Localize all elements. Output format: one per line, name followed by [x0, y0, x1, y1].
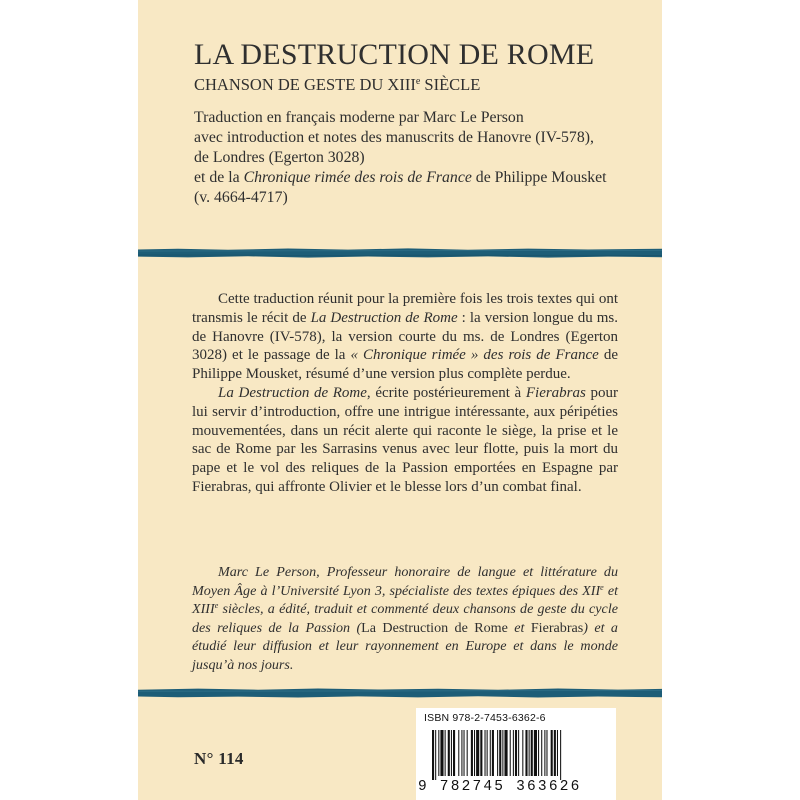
barcode-bar: [487, 730, 488, 776]
credit-line: [194, 168, 654, 188]
barcode-bar: [497, 730, 498, 776]
barcode-bar: [448, 730, 450, 776]
barcode-bar: [476, 730, 479, 776]
barcode-bar: [502, 730, 503, 776]
barcode-bar: [464, 730, 465, 776]
bio-text: siècles, a édité, traduit et commenté deux chansons de geste du cycle des reliques de la Passion (: [192, 601, 618, 636]
bio-text: Marc Le Person, Professeur honoraire de langue et littérature du Moyen Âge à l’Université Lyon 3, spécialiste des textes épiques des XII: [192, 564, 618, 599]
bio-upright-title: Fierabras: [530, 619, 584, 636]
bio-superscript: e: [600, 582, 604, 592]
barcode-bar: [485, 730, 486, 776]
barcode-bar: [531, 730, 533, 776]
barcode-bar: [551, 730, 553, 776]
barcode-bar: [461, 730, 462, 776]
barcode-digits: 9 782745 363626: [418, 779, 582, 795]
text-run: pour lui servir d’introduction, offre une intrigue intéressante, aux péripéties mouvementées, dans un récit alerte qui raconte le siège, la prise et le sac de Rome par les Sarrasins venus avec leur flotte, puis la mort du pape et le vol des reliques de la Passion emportées en Espagne par Fierabras, qui affronte Olivier et le blesse lors d’un combat final.: [192, 384, 619, 495]
barcode-bar: [546, 730, 547, 776]
bio-text: et XIII: [192, 582, 618, 618]
barcode-bar: [538, 730, 539, 776]
description-paragraph: [192, 384, 618, 497]
description-paragraph: [192, 290, 618, 384]
barcode-bar: [513, 730, 514, 776]
barcode-bar: [438, 730, 439, 776]
italic-title: « Chronique rimée » des rois de France: [350, 347, 599, 364]
barcode-bar: [557, 730, 558, 776]
bio-text: et: [507, 619, 531, 636]
barcode-bar: [440, 730, 443, 776]
barcode-bar: [504, 730, 507, 776]
top-divider-stripe: [138, 247, 662, 259]
subtitle-end: SIÈCLE: [420, 75, 481, 94]
subtitle-text: CHANSON DE GESTE DU XIII: [194, 75, 416, 94]
credit-line: de Londres (Egerton 3028): [194, 149, 365, 166]
barcode-bar: [453, 730, 455, 776]
barcode-bar: [525, 730, 527, 776]
italic-title: La Destruction de Rome: [218, 384, 367, 401]
author-biography: [192, 563, 618, 675]
barcode-bar: [490, 730, 491, 776]
credit-line: avec introduction et notes des manuscrits de Hanovre (IV-578),: [194, 129, 594, 146]
subtitle-superscript: e: [415, 76, 421, 87]
barcode-bar: [458, 730, 459, 776]
book-title: LA DESTRUCTION DE ROME: [194, 38, 595, 71]
barcode-bar: [467, 730, 468, 776]
barcode-bar: [515, 730, 517, 776]
italic-title: Fierabras: [525, 384, 586, 401]
bio-superscript: e: [214, 601, 219, 611]
credit-text: et de la: [194, 169, 244, 186]
barcode-bar: [492, 730, 494, 776]
barcode-bar: [445, 730, 446, 776]
barcode-bar: [499, 730, 501, 776]
bottom-divider-stripe: [138, 687, 662, 699]
barcode-bar: [432, 730, 434, 780]
barcode-bar: [451, 730, 452, 776]
credit-line: Traduction en français moderne par Marc Le Person: [194, 109, 524, 126]
barcode-bar: [554, 730, 556, 776]
barcode-bar: [541, 730, 542, 776]
text-run: de Philippe Mousket, résumé d’une version plus complète perdue.: [192, 347, 618, 383]
barcode-bar: [560, 730, 561, 780]
credit-italic-title: Chronique rimée des rois de France: [243, 169, 472, 186]
barcode-bar: [510, 730, 511, 776]
isbn-barcode: [416, 708, 616, 800]
text-run: , écrite postérieurement à: [366, 384, 526, 401]
credit-text: de Philippe Mousket: [471, 169, 607, 186]
italic-title: La Destruction de Rome: [310, 309, 458, 326]
barcode-bar: [534, 730, 537, 776]
text-run: : la version longue du ms. de Hanovre (IV-578), la version courte du ms. de Londres (Egerton 3028) et le passage de la: [192, 309, 618, 364]
barcode-bar: [480, 730, 482, 776]
barcode-bar: [435, 730, 436, 780]
credit-line: (v. 4664-4717): [194, 189, 288, 206]
isbn-number: ISBN 978-2-7453-6362-6: [424, 712, 546, 724]
barcode-bars: [432, 730, 608, 780]
barcode-bar: [522, 730, 523, 776]
bio-upright-title: La Destruction de Rome: [361, 619, 508, 636]
translation-credits: [194, 108, 654, 208]
barcode-bar: [518, 730, 519, 776]
series-number: N° 114: [194, 749, 244, 768]
barcode-bar: [529, 730, 530, 776]
cover-header: [194, 38, 654, 208]
barcode-bar: [474, 730, 475, 776]
description: [192, 290, 618, 497]
book-subtitle: [194, 75, 654, 95]
bio-text: ) et a étudié leur diffusion et leur rayonnement en Europe et dans le monde jusqu’à nos jours.: [192, 619, 618, 673]
barcode-bar: [471, 730, 473, 776]
text-run: Cette traduction réunit pour la première fois les trois textes qui ont transmis le récit de: [192, 291, 618, 326]
book-back-cover: [138, 0, 662, 800]
barcode-bar: [544, 730, 545, 776]
